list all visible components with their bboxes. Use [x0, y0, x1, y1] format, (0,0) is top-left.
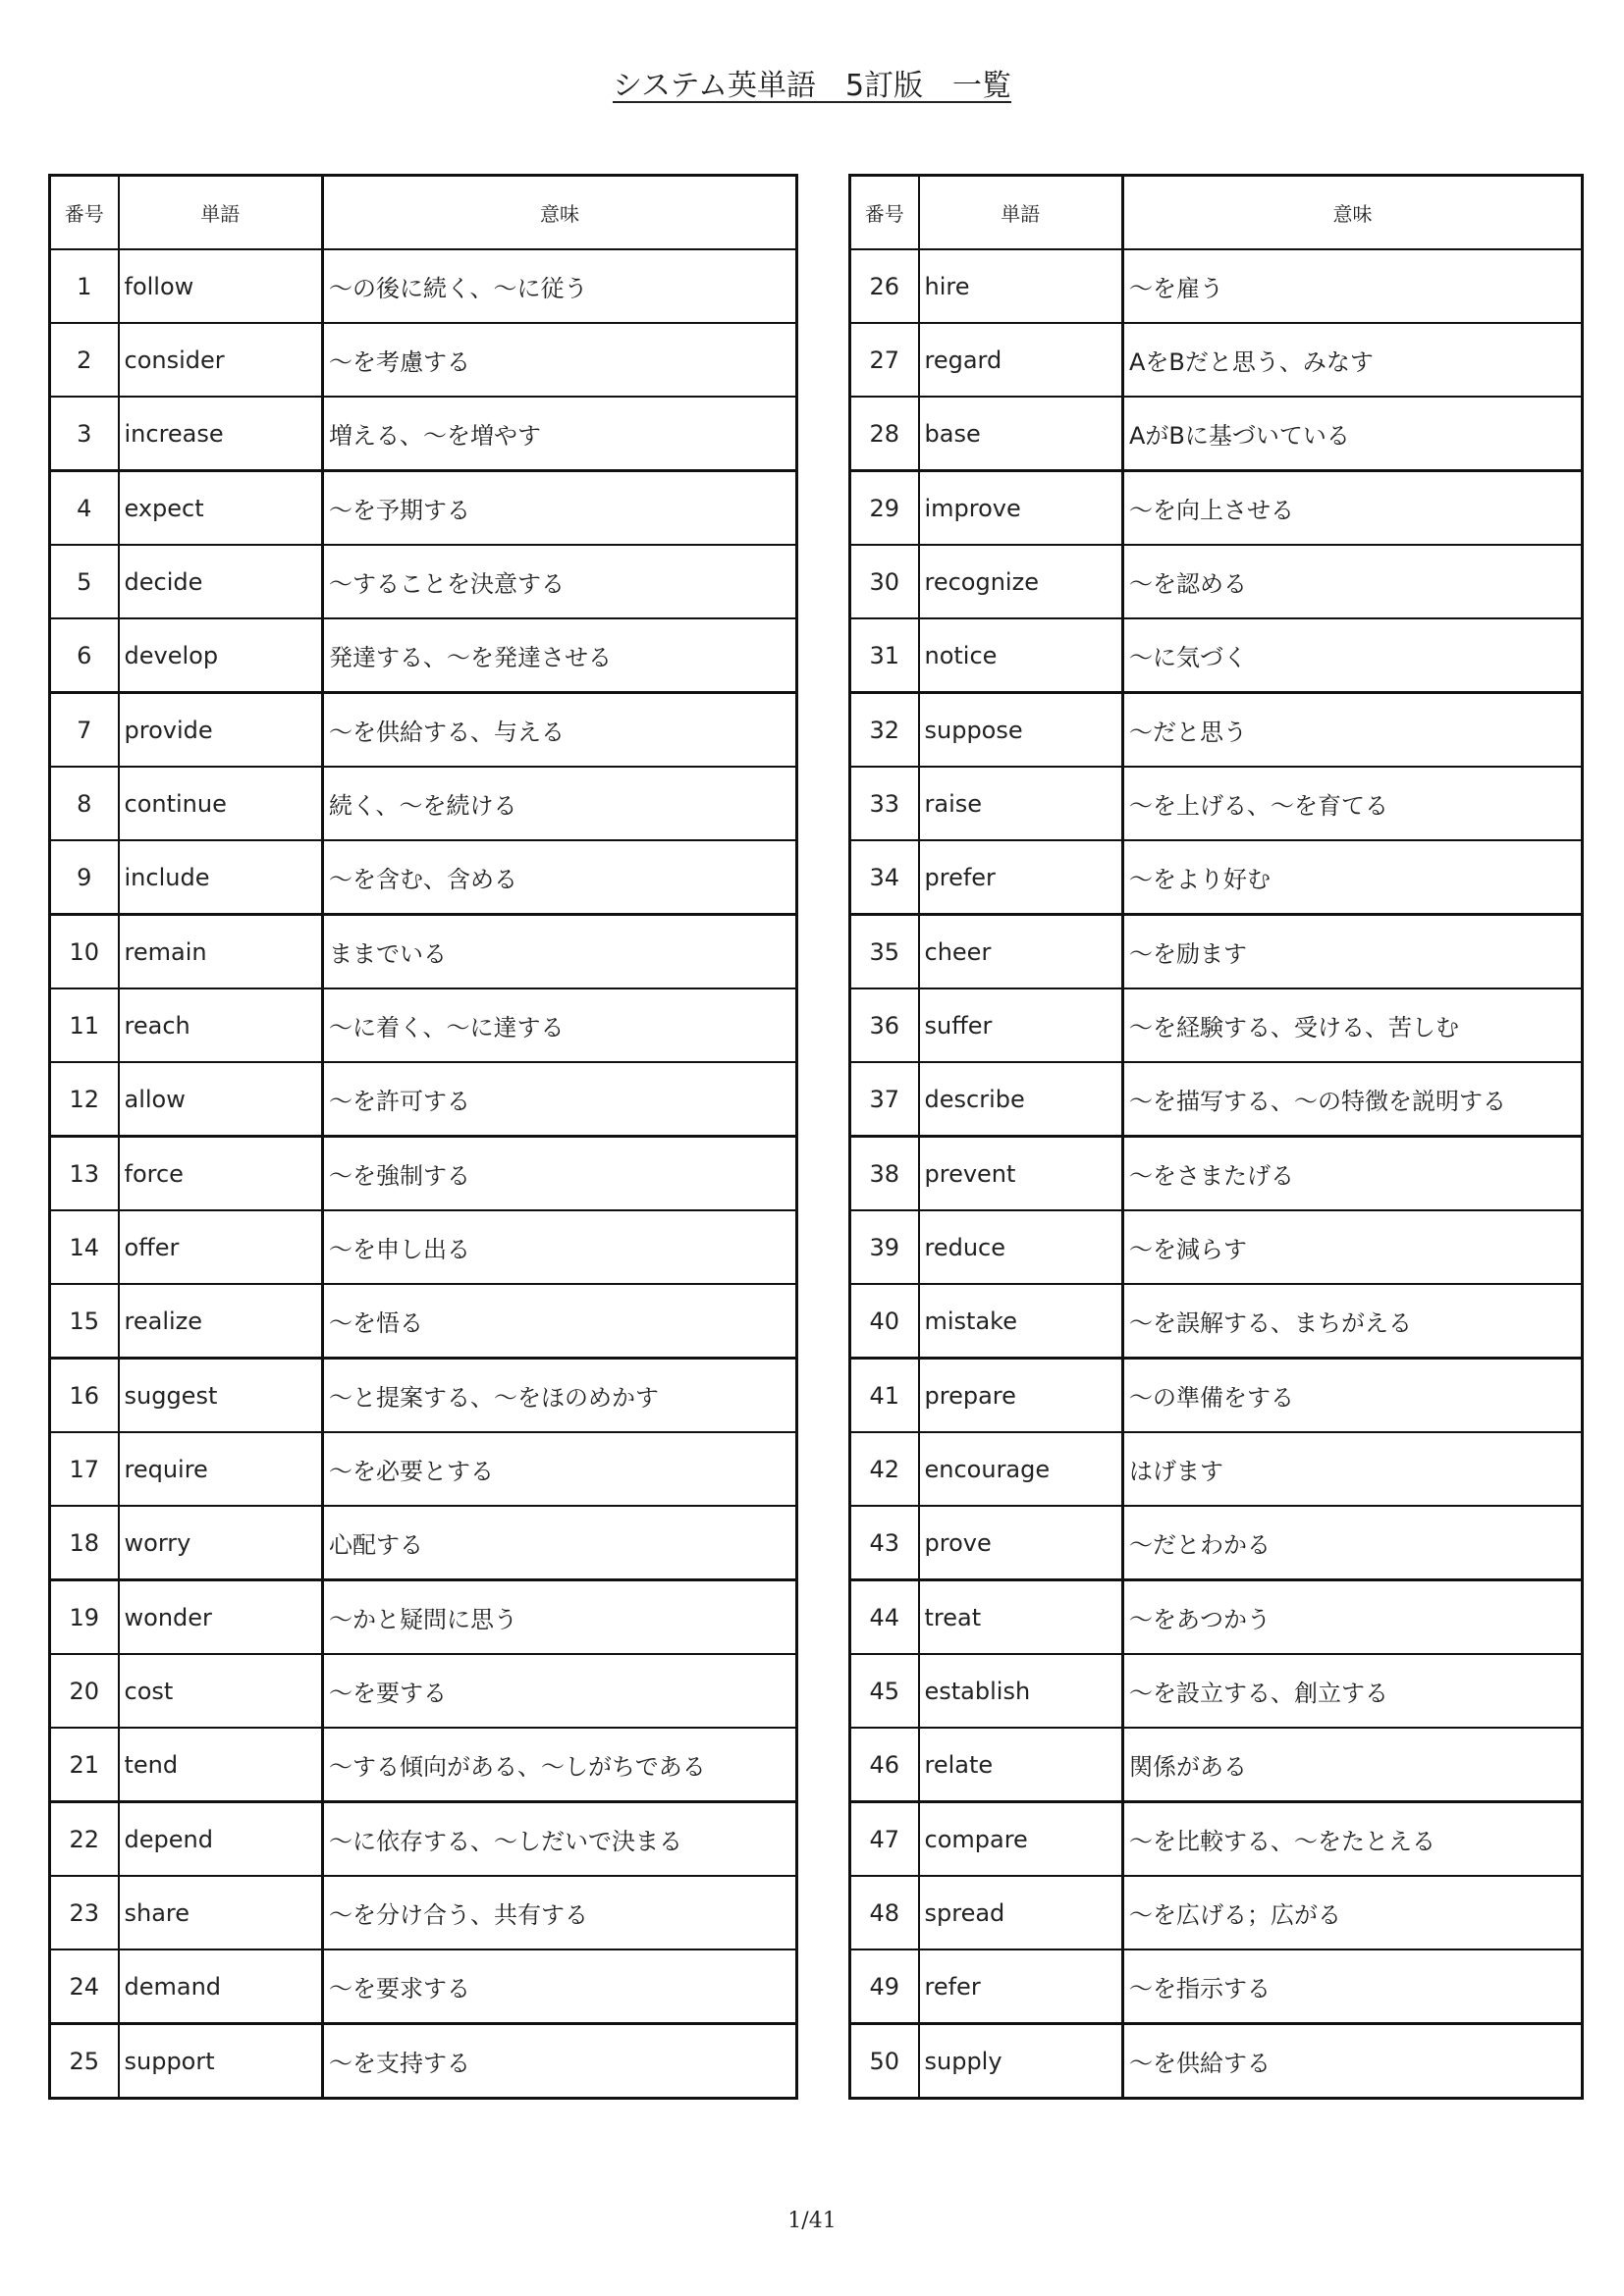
row-word: continue — [119, 767, 323, 840]
table-header-row — [50, 176, 797, 250]
row-meaning: ～の準備をする — [1123, 1359, 1583, 1433]
row-number: 37 — [850, 1062, 919, 1137]
row-number: 7 — [50, 693, 119, 768]
row-number: 42 — [850, 1432, 919, 1506]
row-meaning: ～をあつかう — [1123, 1580, 1583, 1655]
row-number: 43 — [850, 1506, 919, 1580]
table-row — [850, 323, 1583, 397]
table-row — [850, 840, 1583, 915]
row-word: depend — [119, 1802, 323, 1877]
row-number: 40 — [850, 1284, 919, 1359]
row-word: prefer — [919, 840, 1123, 915]
row-word: refer — [919, 1949, 1123, 2024]
row-number: 27 — [850, 323, 919, 397]
row-word: recognize — [919, 545, 1123, 618]
row-word: prevent — [919, 1137, 1123, 1211]
row-number: 8 — [50, 767, 119, 840]
table-header-row — [850, 176, 1583, 250]
table-row — [50, 1876, 797, 1949]
row-meaning: ～かと疑問に思う — [323, 1580, 797, 1655]
vocab-table-right — [848, 174, 1584, 2100]
row-word: suffer — [919, 988, 1123, 1062]
row-number: 19 — [50, 1580, 119, 1655]
table-row — [850, 1728, 1583, 1802]
row-word: regard — [919, 323, 1123, 397]
row-meaning: ～を供給する — [1123, 2024, 1583, 2099]
page-number: 1/41 — [787, 2209, 837, 2233]
table-row — [50, 397, 797, 471]
table-row — [850, 1432, 1583, 1506]
row-meaning: ～を申し出る — [323, 1210, 797, 1284]
row-meaning: 増える、～を増やす — [323, 397, 797, 471]
row-number: 9 — [50, 840, 119, 915]
row-number: 25 — [50, 2024, 119, 2099]
table-row — [850, 397, 1583, 471]
row-meaning: ～を考慮する — [323, 323, 797, 397]
row-number: 16 — [50, 1359, 119, 1433]
row-word: develop — [119, 618, 323, 693]
row-word: cost — [119, 1654, 323, 1728]
row-word: relate — [919, 1728, 1123, 1802]
row-meaning: ～を比較する、～をたとえる — [1123, 1802, 1583, 1877]
row-word: force — [119, 1137, 323, 1211]
page-title-text: システム英単語 5訂版 一覧 — [612, 69, 1012, 103]
row-word: compare — [919, 1802, 1123, 1877]
row-number: 29 — [850, 471, 919, 546]
table-row — [50, 1580, 797, 1655]
table-row — [50, 323, 797, 397]
row-meaning: ～を供給する、与える — [323, 693, 797, 768]
row-word: improve — [919, 471, 1123, 546]
row-word: establish — [919, 1654, 1123, 1728]
table-row — [50, 2024, 797, 2099]
row-word: reach — [119, 988, 323, 1062]
row-word: follow — [119, 249, 323, 323]
row-word: wonder — [119, 1580, 323, 1655]
table-row — [50, 1506, 797, 1580]
row-word: raise — [919, 767, 1123, 840]
row-meaning: ままでいる — [323, 915, 797, 989]
row-number: 46 — [850, 1728, 919, 1802]
row-meaning: ～を必要とする — [323, 1432, 797, 1506]
table-row — [50, 693, 797, 768]
table-row — [50, 915, 797, 989]
table-row — [50, 1728, 797, 1802]
row-number: 23 — [50, 1876, 119, 1949]
table-row — [50, 1949, 797, 2024]
row-number: 20 — [50, 1654, 119, 1728]
row-meaning: ～を広げる；広がる — [1123, 1876, 1583, 1949]
row-meaning: ～を支持する — [323, 2024, 797, 2099]
row-meaning: ～を向上させる — [1123, 471, 1583, 546]
row-number: 24 — [50, 1949, 119, 2024]
row-number: 12 — [50, 1062, 119, 1137]
table-row — [850, 1876, 1583, 1949]
row-word: allow — [119, 1062, 323, 1137]
row-word: consider — [119, 323, 323, 397]
row-number: 34 — [850, 840, 919, 915]
row-number: 49 — [850, 1949, 919, 2024]
row-meaning: ～を設立する、創立する — [1123, 1654, 1583, 1728]
row-word: increase — [119, 397, 323, 471]
table-row — [50, 988, 797, 1062]
row-meaning: ～を減らす — [1123, 1210, 1583, 1284]
page-title — [0, 67, 1624, 106]
table-row — [50, 1654, 797, 1728]
row-meaning: ～を上げる、～を育てる — [1123, 767, 1583, 840]
row-number: 6 — [50, 618, 119, 693]
table-row — [50, 1284, 797, 1359]
row-number: 33 — [850, 767, 919, 840]
header-meaning: 意味 — [1123, 176, 1583, 250]
table-row — [850, 693, 1583, 768]
row-number: 38 — [850, 1137, 919, 1211]
table-row — [50, 1359, 797, 1433]
row-number: 31 — [850, 618, 919, 693]
row-meaning: ～を誤解する、まちがえる — [1123, 1284, 1583, 1359]
row-word: encourage — [919, 1432, 1123, 1506]
row-word: describe — [919, 1062, 1123, 1137]
row-meaning: AがBに基づいている — [1123, 397, 1583, 471]
row-number: 5 — [50, 545, 119, 618]
row-word: decide — [119, 545, 323, 618]
table-row — [850, 1359, 1583, 1433]
row-number: 21 — [50, 1728, 119, 1802]
row-number: 30 — [850, 545, 919, 618]
row-number: 13 — [50, 1137, 119, 1211]
table-row — [50, 618, 797, 693]
row-number: 18 — [50, 1506, 119, 1580]
row-meaning: ～を励ます — [1123, 915, 1583, 989]
table-row — [50, 1210, 797, 1284]
table-row — [850, 1654, 1583, 1728]
row-meaning: ～を要する — [323, 1654, 797, 1728]
table-row — [850, 618, 1583, 693]
table-row — [50, 1137, 797, 1211]
row-word: remain — [119, 915, 323, 989]
row-number: 22 — [50, 1802, 119, 1877]
row-meaning: ～を描写する、～の特徴を説明する — [1123, 1062, 1583, 1137]
table-row — [850, 915, 1583, 989]
row-number: 2 — [50, 323, 119, 397]
row-meaning: ～だと思う — [1123, 693, 1583, 768]
header-number: 番号 — [50, 176, 119, 250]
row-number: 32 — [850, 693, 919, 768]
table-row — [850, 1284, 1583, 1359]
row-number: 11 — [50, 988, 119, 1062]
header-word: 単語 — [119, 176, 323, 250]
table-row — [850, 988, 1583, 1062]
table-row — [850, 1580, 1583, 1655]
row-meaning: ～を予期する — [323, 471, 797, 546]
header-number: 番号 — [850, 176, 919, 250]
row-word: suppose — [919, 693, 1123, 768]
row-meaning: ～に依存する、～しだいで決まる — [323, 1802, 797, 1877]
table-row — [850, 249, 1583, 323]
vocab-table-left — [48, 174, 798, 2100]
table-row — [50, 471, 797, 546]
row-word: cheer — [919, 915, 1123, 989]
row-number: 10 — [50, 915, 119, 989]
row-word: suggest — [119, 1359, 323, 1433]
row-meaning: ～を要求する — [323, 1949, 797, 2024]
row-number: 15 — [50, 1284, 119, 1359]
row-number: 28 — [850, 397, 919, 471]
vocab-table-right-body — [850, 249, 1583, 2099]
row-meaning: ～する傾向がある、～しがちである — [323, 1728, 797, 1802]
row-number: 4 — [50, 471, 119, 546]
row-meaning: ～に気づく — [1123, 618, 1583, 693]
row-word: realize — [119, 1284, 323, 1359]
row-word: expect — [119, 471, 323, 546]
row-word: share — [119, 1876, 323, 1949]
row-word: reduce — [919, 1210, 1123, 1284]
row-word: demand — [119, 1949, 323, 2024]
row-meaning: ～の後に続く、～に従う — [323, 249, 797, 323]
row-word: worry — [119, 1506, 323, 1580]
table-row — [850, 545, 1583, 618]
table-row — [850, 1137, 1583, 1211]
row-number: 17 — [50, 1432, 119, 1506]
row-word: prepare — [919, 1359, 1123, 1433]
row-word: hire — [919, 249, 1123, 323]
table-row — [850, 1802, 1583, 1877]
row-number: 1 — [50, 249, 119, 323]
row-meaning: ～を強制する — [323, 1137, 797, 1211]
row-meaning: 続く、～を続ける — [323, 767, 797, 840]
row-word: require — [119, 1432, 323, 1506]
row-number: 41 — [850, 1359, 919, 1433]
row-word: include — [119, 840, 323, 915]
row-word: provide — [119, 693, 323, 768]
row-meaning: ～をより好む — [1123, 840, 1583, 915]
table-row — [850, 767, 1583, 840]
row-word: base — [919, 397, 1123, 471]
row-number: 14 — [50, 1210, 119, 1284]
table-row — [850, 1210, 1583, 1284]
row-word: supply — [919, 2024, 1123, 2099]
header-meaning: 意味 — [323, 176, 797, 250]
table-row — [50, 1802, 797, 1877]
row-meaning: ～に着く、～に達する — [323, 988, 797, 1062]
table-row — [50, 1432, 797, 1506]
table-row — [850, 1949, 1583, 2024]
row-meaning: ～をさまたげる — [1123, 1137, 1583, 1211]
row-word: spread — [919, 1876, 1123, 1949]
table-row — [850, 1062, 1583, 1137]
row-meaning: 発達する、～を発達させる — [323, 618, 797, 693]
row-meaning: ～を経験する、受ける、苦しむ — [1123, 988, 1583, 1062]
row-meaning: はげます — [1123, 1432, 1583, 1506]
table-row — [50, 545, 797, 618]
table-row — [50, 840, 797, 915]
row-word: mistake — [919, 1284, 1123, 1359]
row-meaning: 関係がある — [1123, 1728, 1583, 1802]
row-word: notice — [919, 618, 1123, 693]
row-word: treat — [919, 1580, 1123, 1655]
row-meaning: ～を雇う — [1123, 249, 1583, 323]
header-word: 単語 — [919, 176, 1123, 250]
row-number: 50 — [850, 2024, 919, 2099]
row-meaning: ～だとわかる — [1123, 1506, 1583, 1580]
table-row — [850, 2024, 1583, 2099]
row-meaning: 心配する — [323, 1506, 797, 1580]
table-row — [850, 1506, 1583, 1580]
vocab-table-left-body — [50, 249, 797, 2099]
row-meaning: AをBだと思う、みなす — [1123, 323, 1583, 397]
table-row — [50, 249, 797, 323]
table-row — [850, 471, 1583, 546]
row-meaning: ～を含む、含める — [323, 840, 797, 915]
row-word: prove — [919, 1506, 1123, 1580]
row-meaning: ～を分け合う、共有する — [323, 1876, 797, 1949]
row-word: support — [119, 2024, 323, 2099]
row-word: offer — [119, 1210, 323, 1284]
row-number: 48 — [850, 1876, 919, 1949]
row-number: 47 — [850, 1802, 919, 1877]
row-meaning: ～と提案する、～をほのめかす — [323, 1359, 797, 1433]
row-number: 45 — [850, 1654, 919, 1728]
row-number: 35 — [850, 915, 919, 989]
row-number: 36 — [850, 988, 919, 1062]
row-meaning: ～を認める — [1123, 545, 1583, 618]
row-number: 44 — [850, 1580, 919, 1655]
row-word: tend — [119, 1728, 323, 1802]
row-meaning: ～することを決意する — [323, 545, 797, 618]
row-meaning: ～を悟る — [323, 1284, 797, 1359]
row-number: 39 — [850, 1210, 919, 1284]
table-row — [50, 767, 797, 840]
row-meaning: ～を許可する — [323, 1062, 797, 1137]
table-row — [50, 1062, 797, 1137]
row-number: 26 — [850, 249, 919, 323]
row-number: 3 — [50, 397, 119, 471]
row-meaning: ～を指示する — [1123, 1949, 1583, 2024]
